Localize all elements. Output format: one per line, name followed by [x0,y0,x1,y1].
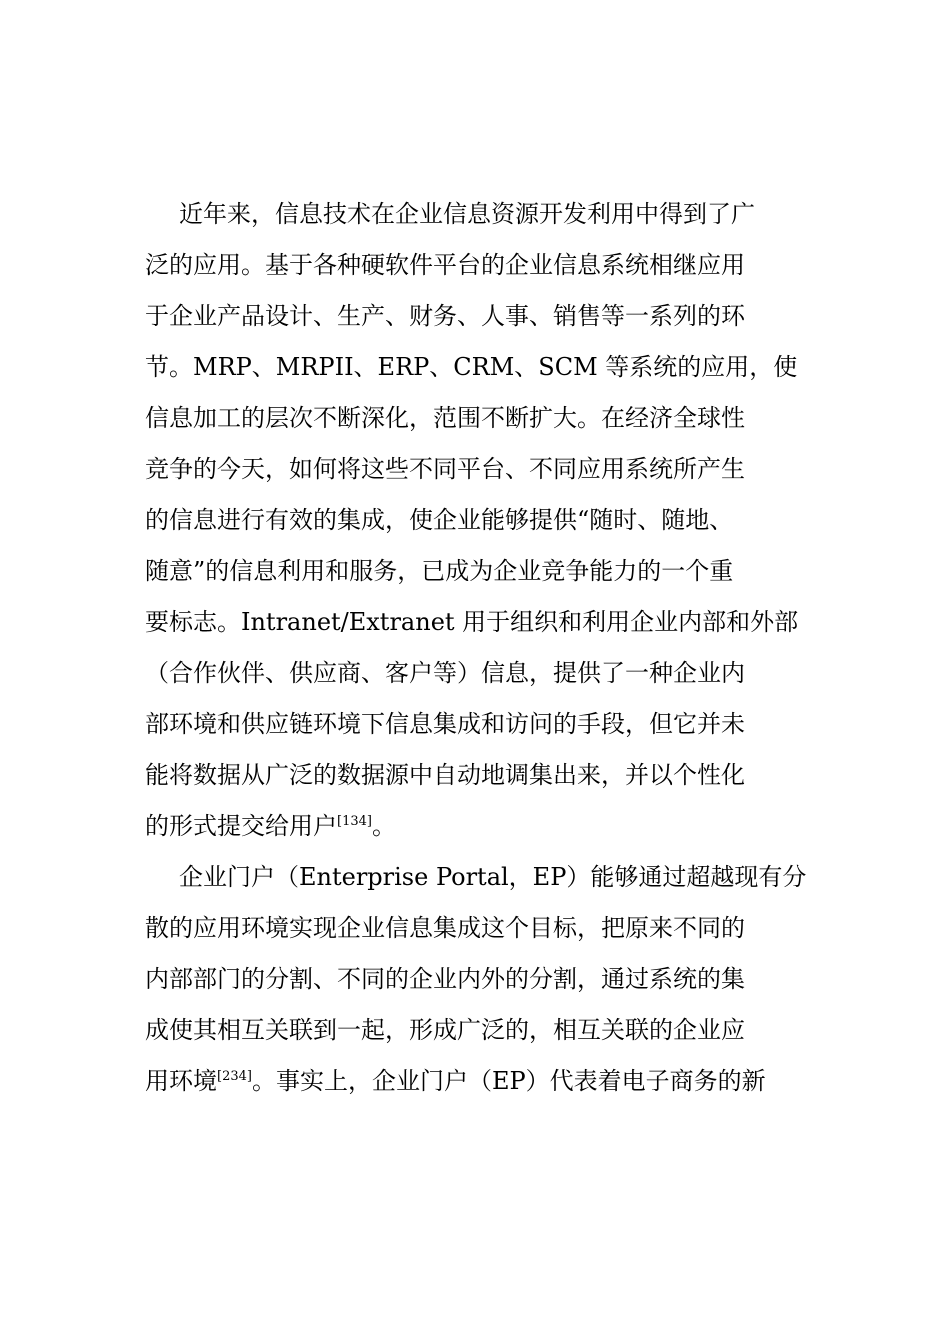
text-line: 竞争的今天，如何将这些不同平台、不同应用系统所产生 [145,455,745,483]
text-line: （合作伙伴、供应商、客户等）信息，提供了一种企业内 [145,659,745,687]
citation-superscript: [234] [217,1069,252,1084]
text-line: 能将数据从广泛的数据源中自动地调集出来，并以个性化 [145,761,745,789]
text-segment: 用环境 [145,1067,217,1095]
text-line-with-citation [145,1056,795,1107]
text-line-with-citation [145,801,795,852]
body-text [145,189,807,1107]
text-segment: 。事实上，企业门户（EP）代表着电子商务的新 [251,1067,766,1095]
citation-superscript: [134] [337,814,372,829]
text-line: 于企业产品设计、生产、财务、人事、销售等一系列的环 [145,302,745,330]
text-line: 成使其相互关联到一起，形成广泛的，相互关联的企业应 [145,1016,745,1044]
text-line: 部环境和供应链环境下信息集成和访问的手段，但它并未 [145,710,745,738]
text-segment: 。 [371,812,396,840]
text-segment: 的形式提交给用户 [145,812,337,840]
text-line: 的信息进行有效的集成，使企业能够提供“随时、随地、 [145,506,734,534]
text-line: 信息加工的层次不断深化，范围不断扩大。在经济全球性 [145,404,745,432]
text-line: 内部部门的分割、不同的企业内外的分割，通过系统的集 [145,965,745,993]
paragraph-2 [145,852,807,1107]
text-line: 要标志。Intranet/Extranet 用于组织和利用企业内部和外部 [145,608,799,636]
text-line: 节。MRP、MRPII、ERP、CRM、SCM 等系统的应用，使 [145,353,798,381]
paragraph-1 [145,189,799,852]
text-line: 近年来，信息技术在企业信息资源开发利用中得到了广 [179,200,755,228]
text-line: 企业门户（Enterprise Portal，EP）能够通过超越现有分 [179,863,807,891]
text-line: 散的应用环境实现企业信息集成这个目标，把原来不同的 [145,914,745,942]
text-line: 随意”的信息利用和服务，已成为企业竞争能力的一个重 [145,557,734,585]
text-line: 泛的应用。基于各种硬软件平台的企业信息系统相继应用 [145,251,745,279]
